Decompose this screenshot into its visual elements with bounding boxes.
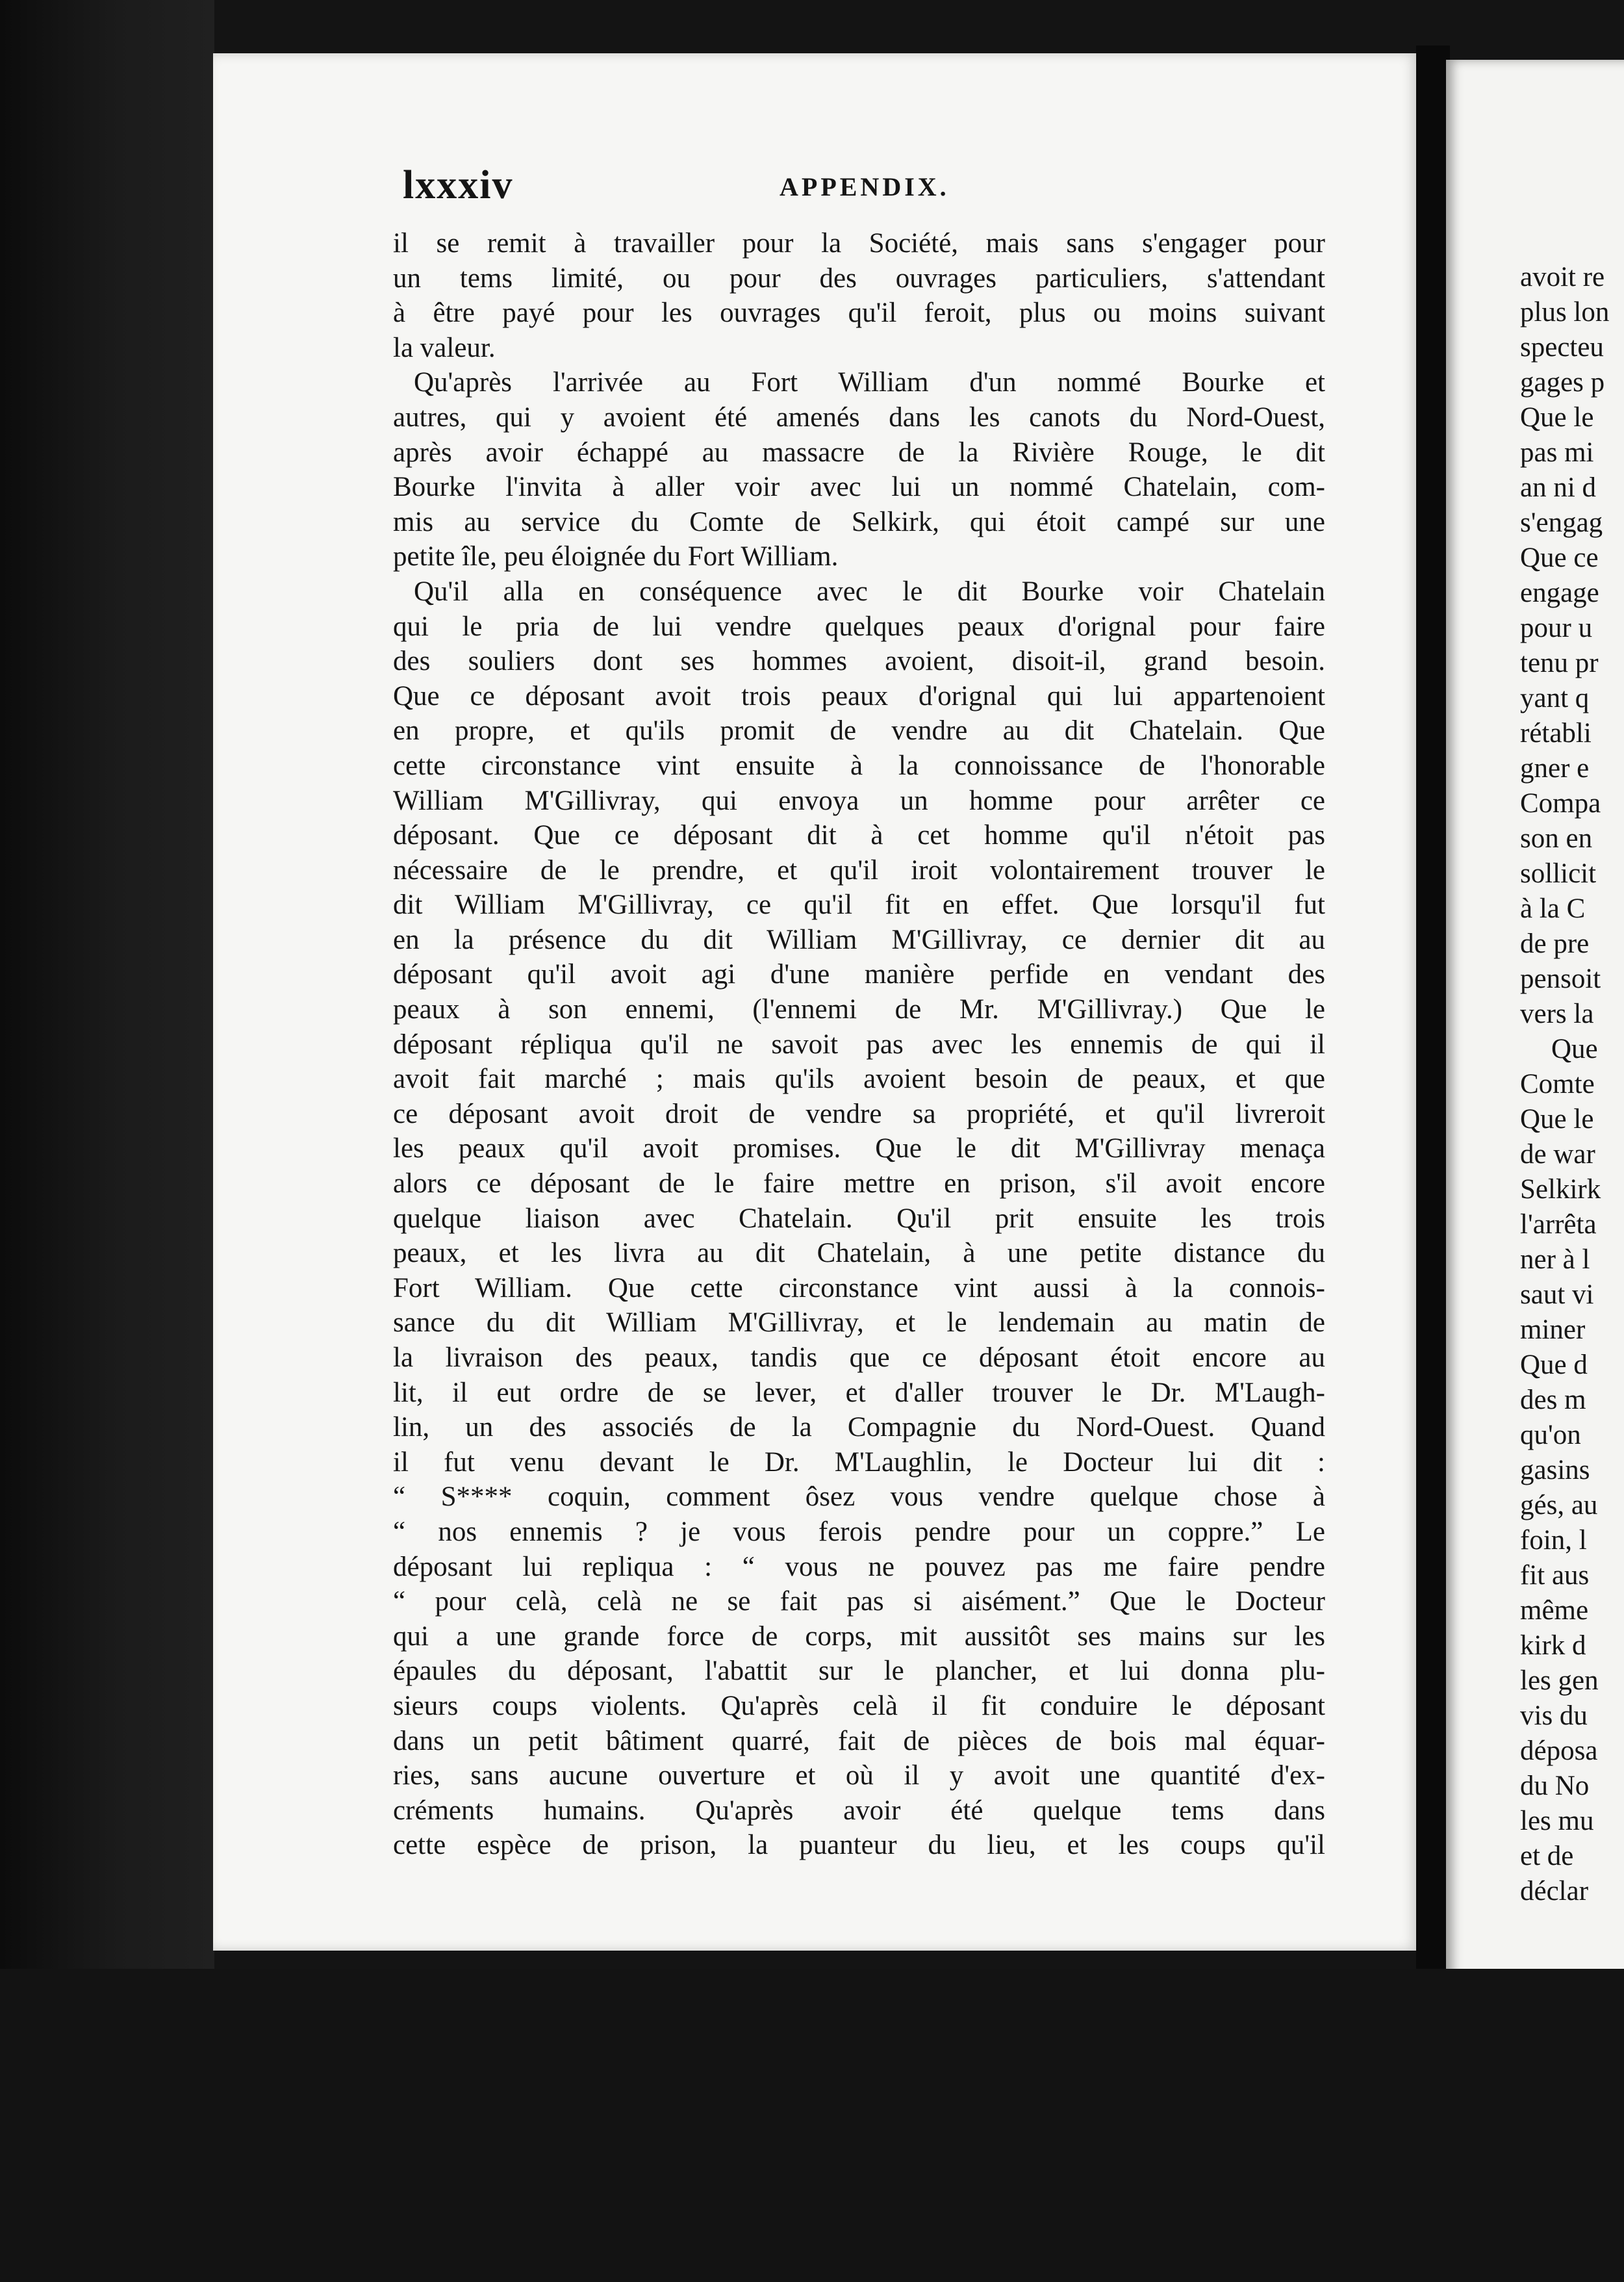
text-line-fragment: vis du (1520, 1700, 1588, 1731)
text-line: un tems limité, ou pour des ouvrages particuliers, s'attendant (393, 263, 1325, 294)
text-line-fragment: tenu pr (1520, 648, 1599, 678)
text-line: créments humains. Qu'après avoir été quelque tems dans (393, 1795, 1325, 1826)
text-line-fragment: de war (1520, 1139, 1595, 1170)
text-line-fragment: miner (1520, 1314, 1586, 1345)
body-text-right-fragment (1520, 260, 1624, 1909)
text-line: Que ce déposant avoit trois peaux d'orignal qui lui appartenoient (393, 680, 1325, 712)
text-line: il fut venu devant le Dr. M'Laughlin, le Docteur lui dit : (393, 1446, 1325, 1478)
book-gutter (1416, 45, 1450, 1995)
text-line: lit, il eut ordre de se lever, et d'aller trouver le Dr. M'Laugh- (393, 1377, 1325, 1408)
text-line-fragment: Comte (1520, 1069, 1595, 1099)
text-line: déposant. Que ce déposant dit à cet homme qu'il n'étoit pas (393, 820, 1325, 851)
text-line-fragment: des m (1520, 1385, 1586, 1415)
text-line-fragment: Compa (1520, 788, 1601, 819)
text-line-fragment: kirk d (1520, 1630, 1586, 1661)
text-line-fragment: s'engag (1520, 507, 1603, 538)
scan-background-bottom (0, 1969, 1624, 2282)
text-line-fragment: Que d (1520, 1350, 1588, 1380)
scan-background-left (0, 0, 214, 2282)
text-line-fragment: les mu (1520, 1806, 1594, 1836)
text-line: après avoir échappé au massacre de la Rivière Rouge, le dit (393, 437, 1325, 468)
text-line-fragment: ner à l (1520, 1244, 1590, 1275)
text-line-fragment: et de (1520, 1841, 1574, 1871)
text-line-fragment: gasins (1520, 1455, 1590, 1485)
text-line-fragment: du No (1520, 1771, 1590, 1801)
text-line: déposant qu'il avoit agi d'une manière perfide en vendant des (393, 959, 1325, 990)
text-line: qui le pria de lui vendre quelques peaux d'orignal pour faire (393, 611, 1325, 642)
text-line: déposant répliqua qu'il ne savoit pas avec les ennemis de qui il (393, 1029, 1325, 1060)
text-line: déposant lui repliqua : “ vous ne pouvez pas me faire pendre (393, 1551, 1325, 1582)
text-line-fragment: les gen (1520, 1665, 1599, 1696)
running-head (403, 162, 1325, 208)
text-line-fragment: foin, l (1520, 1525, 1587, 1556)
text-line-fragment: rétabli (1520, 718, 1592, 749)
text-line: il se remit à travailler pour la Société, mais sans s'engager pour (393, 228, 1325, 259)
text-line: mis au service du Comte de Selkirk, qui étoit campé sur une (393, 506, 1325, 537)
body-text-left (393, 226, 1325, 1863)
text-line-fragment: pensoit (1520, 964, 1601, 994)
text-line-fragment: de pre (1520, 929, 1590, 959)
text-line: Bourke l'invita à aller voir avec lui un nommé Chatelain, com- (393, 472, 1325, 503)
text-line: “ nos ennemis ? je vous ferois pendre pour un coppre.” Le (393, 1516, 1325, 1547)
text-line-fragment: déclar (1520, 1876, 1589, 1906)
text-line-fragment: gner e (1520, 753, 1590, 784)
text-line: des souliers dont ses hommes avoient, disoit-il, grand besoin. (393, 646, 1325, 677)
text-line: épaules du déposant, l'abattit sur le plancher, et lui donna plu- (393, 1656, 1325, 1687)
text-line: “ S**** coquin, comment ôsez vous vendre quelque chose à (393, 1481, 1325, 1513)
text-line: ries, sans aucune ouverture et où il y avoit une quantité d'ex- (393, 1760, 1325, 1791)
text-line-fragment: pour u (1520, 613, 1593, 643)
text-line: qui a une grande force de corps, mit aussitôt ses mains sur les (393, 1621, 1325, 1652)
text-line-fragment: avoit re (1520, 262, 1605, 292)
text-line-fragment: déposa (1520, 1736, 1598, 1766)
text-line: sance du dit William M'Gillivray, et le lendemain au matin de (393, 1307, 1325, 1339)
text-line: autres, qui y avoient été amenés dans les canots du Nord-Ouest, (393, 402, 1325, 433)
text-line-fragment: même (1520, 1595, 1589, 1626)
text-line: peaux, et les livra au dit Chatelain, à une petite distance du (393, 1238, 1325, 1269)
text-line-fragment: Selkirk (1520, 1174, 1601, 1205)
text-line-fragment: plus lon (1520, 297, 1610, 327)
text-line: cette circonstance vint ensuite à la connoissance de l'honorable (393, 750, 1325, 781)
text-line: en la présence du dit William M'Gillivray, ce dernier dit au (393, 924, 1325, 955)
running-title: APPENDIX. (780, 172, 950, 201)
text-line: à être payé pour les ouvrages qu'il feroit, plus ou moins suivant (393, 298, 1325, 329)
text-line-fragment: gés, au (1520, 1490, 1598, 1520)
text-line-fragment: an ni d (1520, 472, 1597, 503)
text-line-fragment: fit aus (1520, 1560, 1590, 1591)
text-line-fragment: gages p (1520, 367, 1605, 398)
text-line: dit William M'Gillivray, ce qu'il fit en effet. Que lorsqu'il fut (393, 890, 1325, 921)
text-line: William M'Gillivray, qui envoya un homme pour arrêter ce (393, 785, 1325, 816)
text-line: Qu'après l'arrivée au Fort William d'un nommé Bourke et (414, 367, 1325, 398)
text-line: en propre, et qu'ils promit de vendre au dit Chatelain. Que (393, 715, 1325, 747)
text-line: dans un petit bâtiment quarré, fait de pièces de bois mal équar- (393, 1725, 1325, 1756)
text-line: ce déposant avoit droit de vendre sa propriété, et qu'il livreroit (393, 1098, 1325, 1129)
text-line-fragment: sollicit (1520, 858, 1597, 889)
text-line: la valeur. (393, 332, 496, 363)
text-line: “ pour celà, celà ne se fait pas si aisément.” Que le Docteur (393, 1586, 1325, 1617)
text-line: alors ce déposant de le faire mettre en prison, s'il avoit encore (393, 1168, 1325, 1199)
text-line-fragment: qu'on (1520, 1420, 1581, 1450)
text-line: lin, un des associés de la Compagnie du Nord-Ouest. Quand (393, 1412, 1325, 1443)
text-line-fragment: vers la (1520, 999, 1594, 1029)
text-line-fragment: à la C (1520, 893, 1586, 924)
text-line: les peaux qu'il avoit promises. Que le dit M'Gillivray menaça (393, 1133, 1325, 1164)
text-line-fragment: specteu (1520, 332, 1604, 363)
text-line-fragment: Que (1551, 1034, 1598, 1064)
text-line: quelque liaison avec Chatelain. Qu'il prit ensuite les trois (393, 1203, 1325, 1234)
text-line: la livraison des peaux, tandis que ce déposant étoit encore au (393, 1342, 1325, 1373)
text-line-fragment: engage (1520, 578, 1599, 608)
text-line: Fort William. Que cette circonstance vint aussi à la connois- (393, 1272, 1325, 1303)
text-line: peaux à son ennemi, (l'ennemi de Mr. M'Gillivray.) Que le (393, 994, 1325, 1025)
text-line-fragment: Que ce (1520, 543, 1599, 573)
text-line-fragment: saut vi (1520, 1279, 1594, 1310)
text-line-fragment: l'arrêta (1520, 1209, 1597, 1240)
page-number: lxxxiv (403, 163, 514, 207)
text-line-fragment: son en (1520, 823, 1593, 854)
text-line-fragment: Que le (1520, 402, 1594, 433)
text-line: sieurs coups violents. Qu'après celà il fit conduire le déposant (393, 1690, 1325, 1721)
text-line: cette espèce de prison, la puanteur du lieu, et les coups qu'il (393, 1830, 1325, 1861)
text-line-fragment: pas mi (1520, 437, 1594, 468)
text-line: Qu'il alla en conséquence avec le dit Bourke voir Chatelain (414, 576, 1325, 607)
text-line-fragment: Que le (1520, 1104, 1594, 1135)
text-line: petite île, peu éloignée du Fort William. (393, 541, 839, 572)
text-line-fragment: yant q (1520, 683, 1590, 713)
text-line: avoit fait marché ; mais qu'ils avoient besoin de peaux, et que (393, 1064, 1325, 1095)
text-line: nécessaire de le prendre, et qu'il iroit volontairement trouver le (393, 854, 1325, 886)
